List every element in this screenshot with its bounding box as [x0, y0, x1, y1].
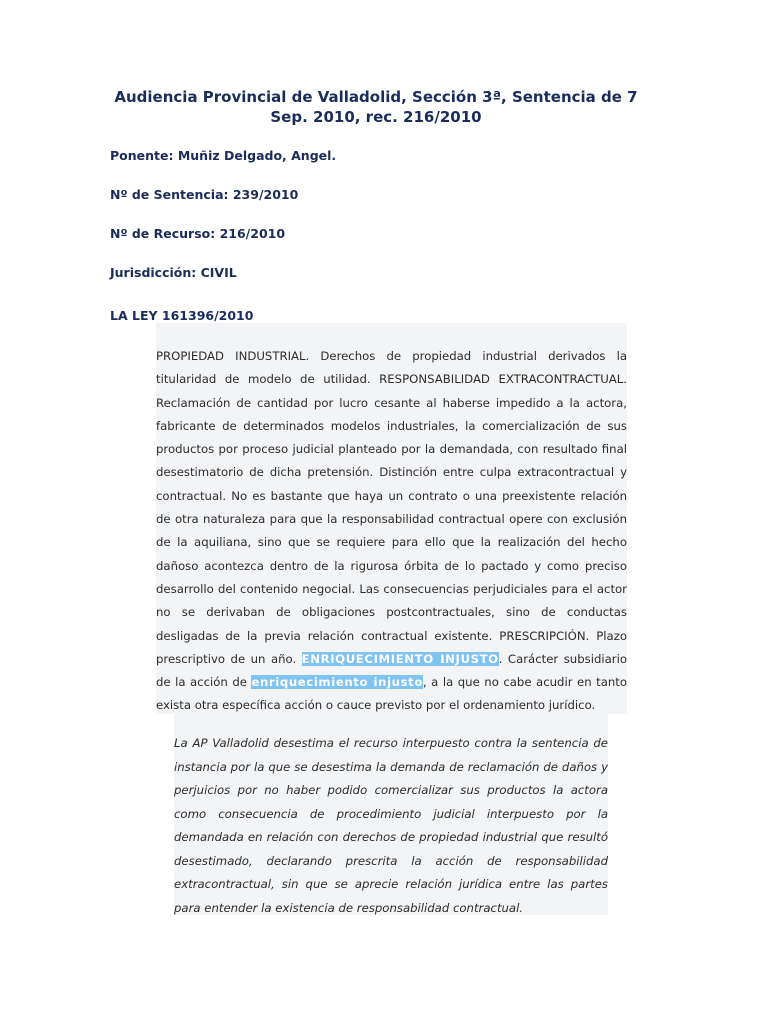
jurisdiccion-line: Jurisdicción: CIVIL [110, 265, 237, 280]
la-ley-reference: LA LEY 161396/2010 [110, 308, 254, 323]
abstract-paragraph: La AP Valladolid desestima el recurso interpuesto contra la sentencia de instancia por la que se desestima la demanda de reclamación de daños y perjuicios por no haber podido comercializar sus productos la actora como consecuencia de procedimiento judicial interpuesto por la demandada en relación con derechos de propiedad industrial que resultó desestimado, declarando prescrita la acción de responsabilidad extracontractual, sin que se aprecie relación jurídica entre las partes para entender la existencia de responsabilidad contractual. [174, 736, 608, 915]
sentencia-number: Nº de Sentencia: 239/2010 [110, 187, 299, 202]
recurso-number: Nº de Recurso: 216/2010 [110, 226, 286, 241]
document-title: Audiencia Provincial de Valladolid, Sección 3ª, Sentencia de 7 Sep. 2010, rec. 216/2010 [114, 88, 638, 126]
summary-text-part-1: PROPIEDAD INDUSTRIAL. Derechos de propiedad industrial derivados la titularidad de modelo de utilidad. RESPONSABILIDAD EXTRACONTRACTUAL. Reclamación de cantidad por lucro cesante al haberse impedido a la actora, fabricante de determinados modelos industriales, la comercialización de sus productos por proceso judicial planteado por la demandada, con resultado final desestimatorio de dicha pretensión. Distinción entre culpa extracontractual y contractual. No es bastante que haya un contrato o una preexistente relación de otra naturaleza para que la responsabilidad contractual opere con exclusión de la aquiliana, sino que se requiere para ello que la realización del hecho dañoso acontezca dentro de la rigurosa órbita de lo pactado y como preciso desarrollo del contenido negocial. Las consecuencias perjudiciales para el actor no se derivaban de obligaciones postcontractuales, sino de conductas desligadas de la previa relación contractual existente. PRESCRIPCIÓN. Plazo prescriptivo de un año. [156, 349, 627, 666]
search-highlight-lowercase[interactable]: enriquecimiento injusto [251, 675, 423, 690]
ponente-line: Ponente: Muñiz Delgado, Angel. [110, 148, 337, 163]
summary-text-part-2: . Carácter subsidiario de la acción de [156, 651, 627, 690]
search-highlight-uppercase[interactable]: ENRIQUECIMIENTO INJUSTO [301, 651, 499, 666]
summary-text-part-3: , a la que no cabe acudir en tanto exista otra específica acción o cauce previsto por el ordenamiento jurídico. [156, 675, 627, 713]
summary-paragraph [156, 345, 627, 718]
